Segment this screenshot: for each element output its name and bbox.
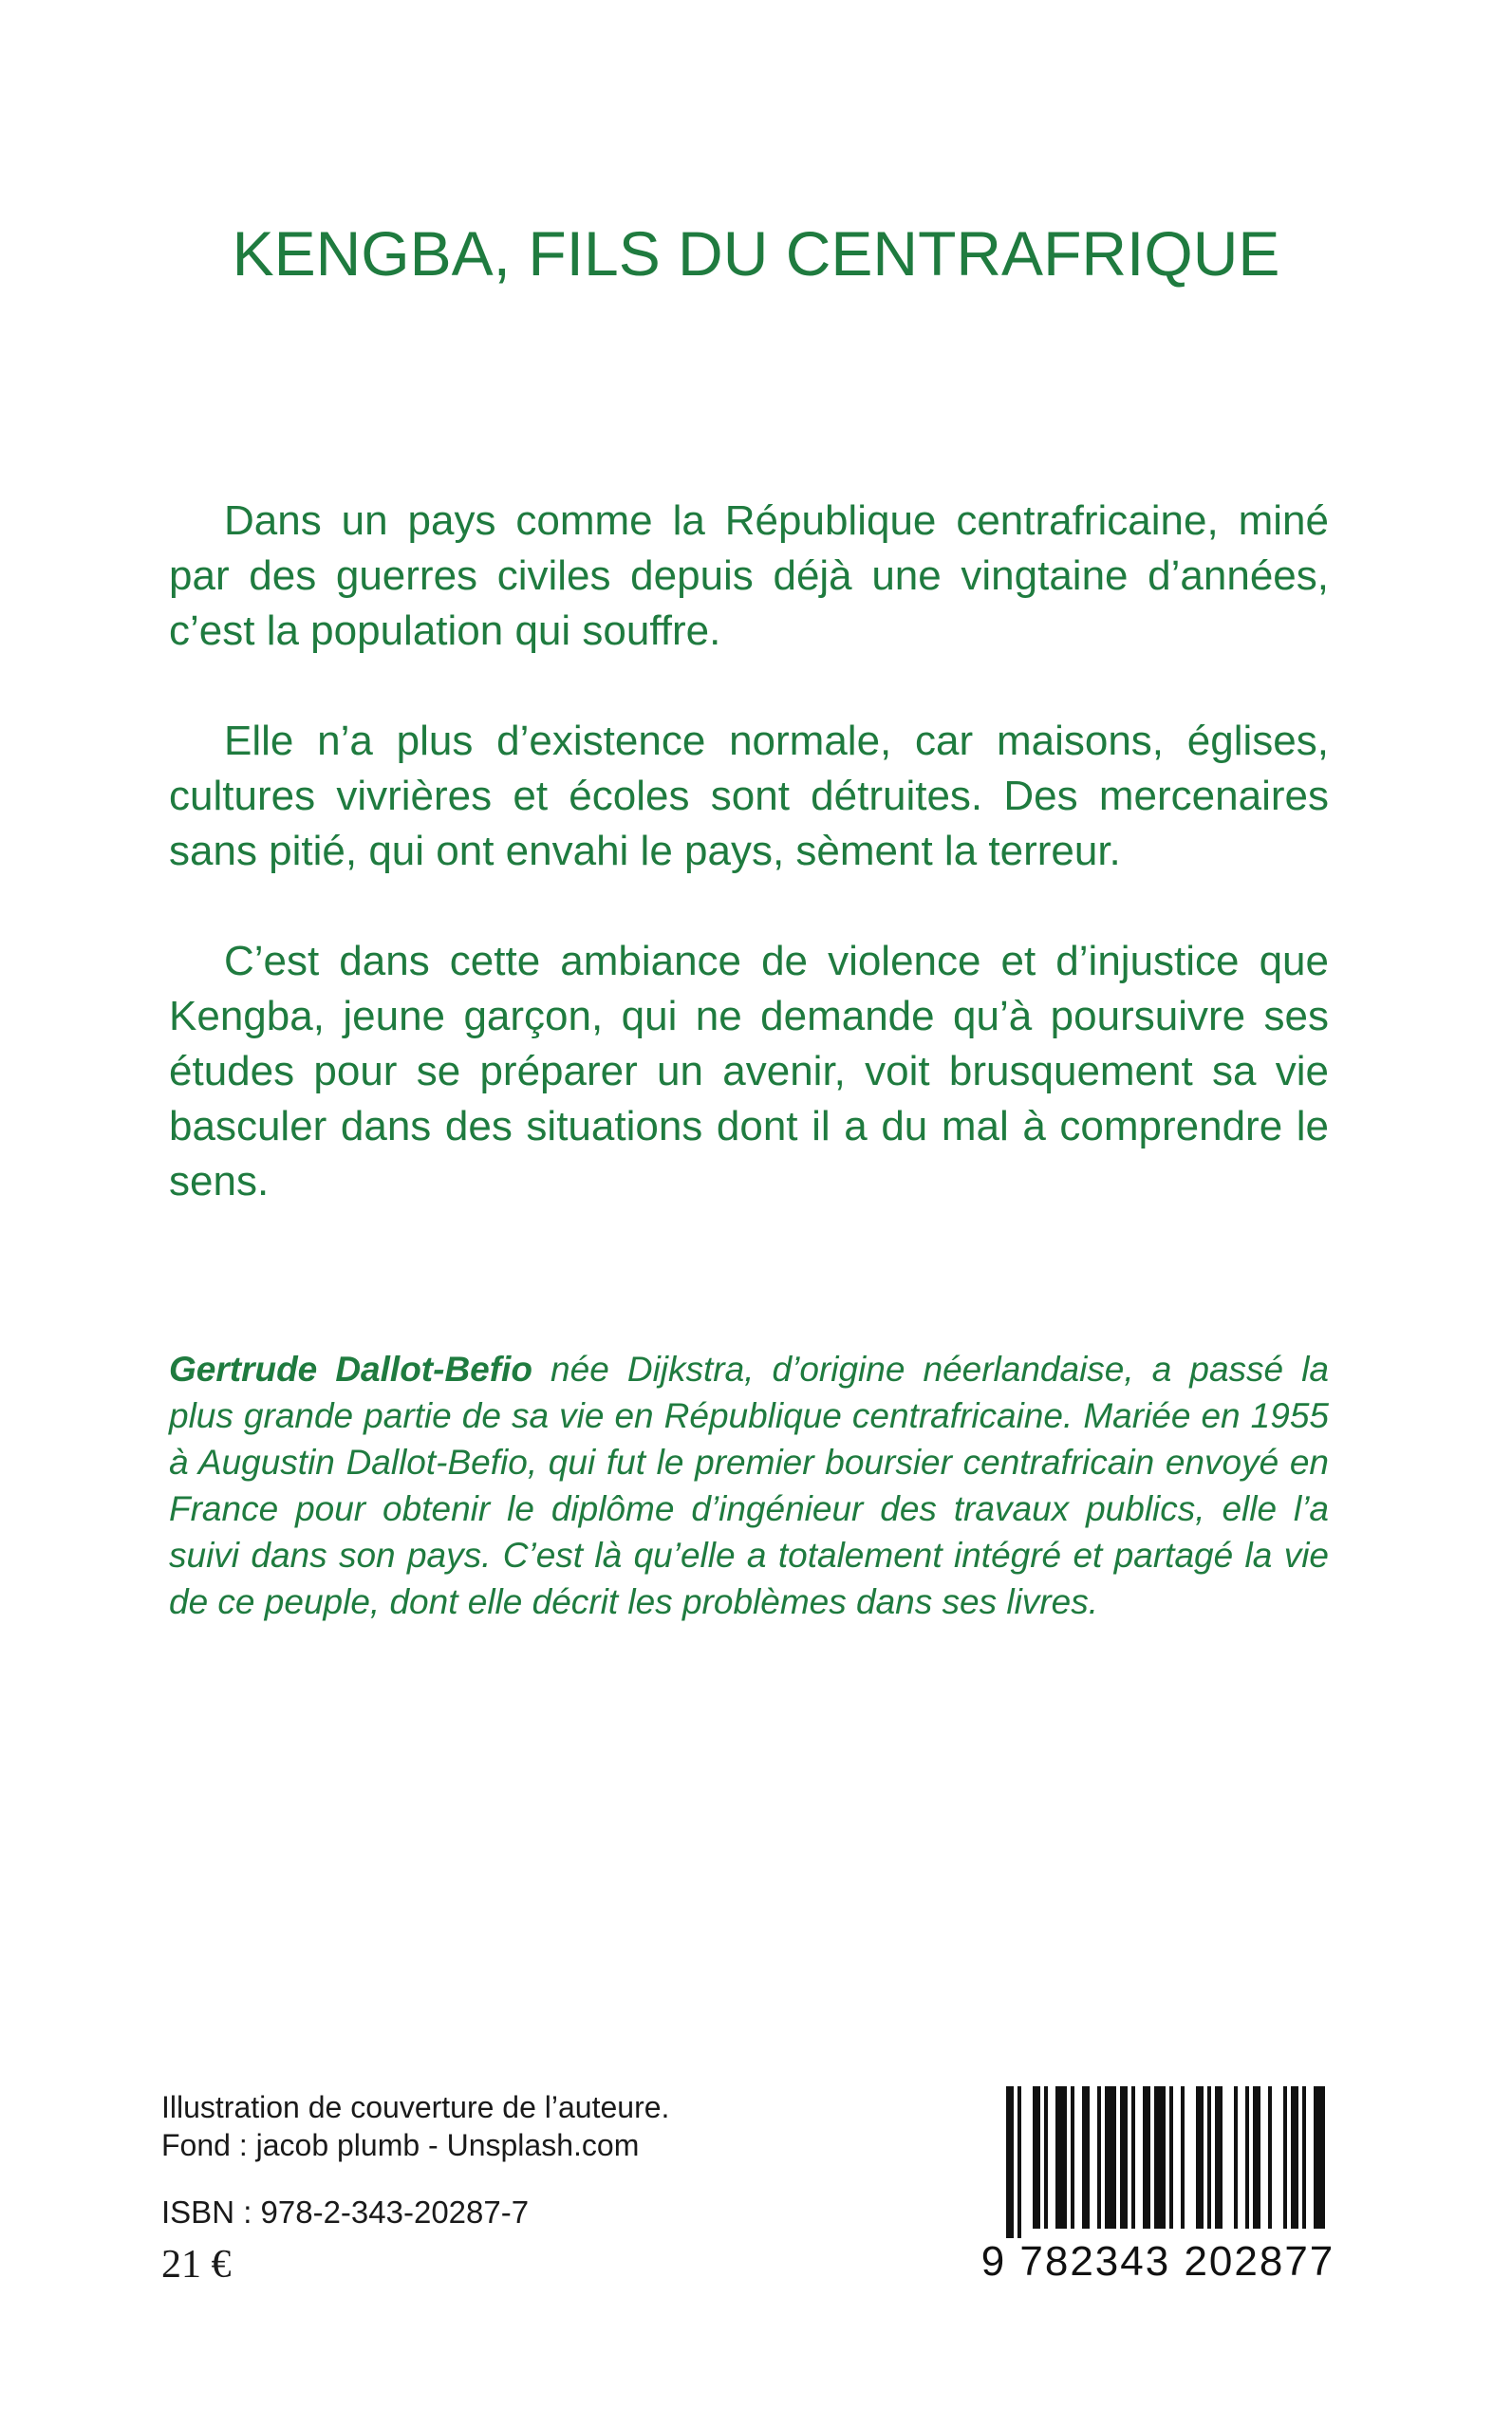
- book-title: KENGBA, FILS DU CENTRAFRIQUE: [232, 218, 1280, 289]
- barcode-bar: [1154, 2086, 1166, 2229]
- barcode-bar: [1143, 2086, 1150, 2229]
- barcode-bar: [1105, 2086, 1116, 2229]
- synopsis-paragraph-2: Elle n’a plus d’existence normale, car maisons, églises, cultures vivrières et écoles sont détruites. Des mercenaires sans pitié, qui ont envahi le pays, sèment la terreur.: [169, 718, 1329, 874]
- credit-illustration: Illustration de couverture de l’auteure.: [161, 2090, 670, 2124]
- barcode-bar: [1017, 2086, 1021, 2238]
- synopsis-paragraph-3: C’est dans cette ambiance de violence et d’injustice que Kengba, jeune garçon, qui ne demande qu’à poursuivre ses études pour se préparer un avenir, voit brusquement sa vie basculer dans des situations dont il a du mal à comprendre le sens.: [169, 938, 1329, 1204]
- barcode-bar: [1055, 2086, 1067, 2229]
- barcode-bar: [1131, 2086, 1135, 2229]
- barcode: [978, 2086, 1338, 2286]
- barcode-bar: [1120, 2086, 1128, 2229]
- barcode-bar: [1283, 2086, 1287, 2229]
- barcode-bar: [1033, 2086, 1040, 2229]
- barcode-bar: [1291, 2086, 1298, 2229]
- barcode-bar: [1245, 2086, 1249, 2229]
- barcode-bar: [1215, 2086, 1223, 2229]
- synopsis-paragraph-1: Dans un pays comme la République centrafricaine, miné par des guerres civiles depuis déjà une vingtaine d’années, c’est la population qui souffre.: [169, 497, 1329, 654]
- barcode-bar: [1071, 2086, 1074, 2229]
- author-name: Gertrude Dallot-Befio: [169, 1350, 532, 1389]
- price: 21 €: [161, 2243, 232, 2287]
- barcode-bar: [1181, 2086, 1185, 2229]
- credit-background: Fond : jacob plumb - Unsplash.com: [161, 2128, 640, 2162]
- barcode-bar: [1207, 2086, 1211, 2229]
- barcode-bar: [1302, 2086, 1306, 2229]
- barcode-digits: 9 782343 202877: [980, 2238, 1335, 2285]
- barcode-bars: [978, 2086, 1338, 2238]
- barcode-bar: [1268, 2086, 1272, 2229]
- barcode-bar: [1097, 2086, 1101, 2229]
- barcode-bar: [1082, 2086, 1090, 2229]
- isbn: ISBN : 978-2-343-20287-7: [161, 2194, 530, 2230]
- barcode-bar: [1314, 2086, 1325, 2229]
- author-bio: [169, 1346, 1329, 1625]
- barcode-bar: [1169, 2086, 1173, 2229]
- barcode-bar: [1044, 2086, 1048, 2229]
- author-bio-text: née Dijkstra, d’origine néerlandaise, a passé la plus grande partie de sa vie en République centrafricaine. Mariée en 1955 à Augustin Dallot-Befio, qui fut le premier boursier centrafricain envoyé en France pour obtenir le diplôme d’ingénieur des travaux publics, elle l’a suivi dans son pays. C’est là qu’elle a totalement intégré et partagé la vie de ce peuple, dont elle décrit les problèmes dans ses livres.: [169, 1350, 1330, 1621]
- barcode-bar: [1234, 2086, 1238, 2229]
- barcode-bar: [1006, 2086, 1014, 2238]
- synopsis: [169, 494, 1329, 1264]
- image-credits: [161, 2088, 669, 2164]
- barcode-bar: [1253, 2086, 1260, 2229]
- barcode-bar: [1196, 2086, 1204, 2229]
